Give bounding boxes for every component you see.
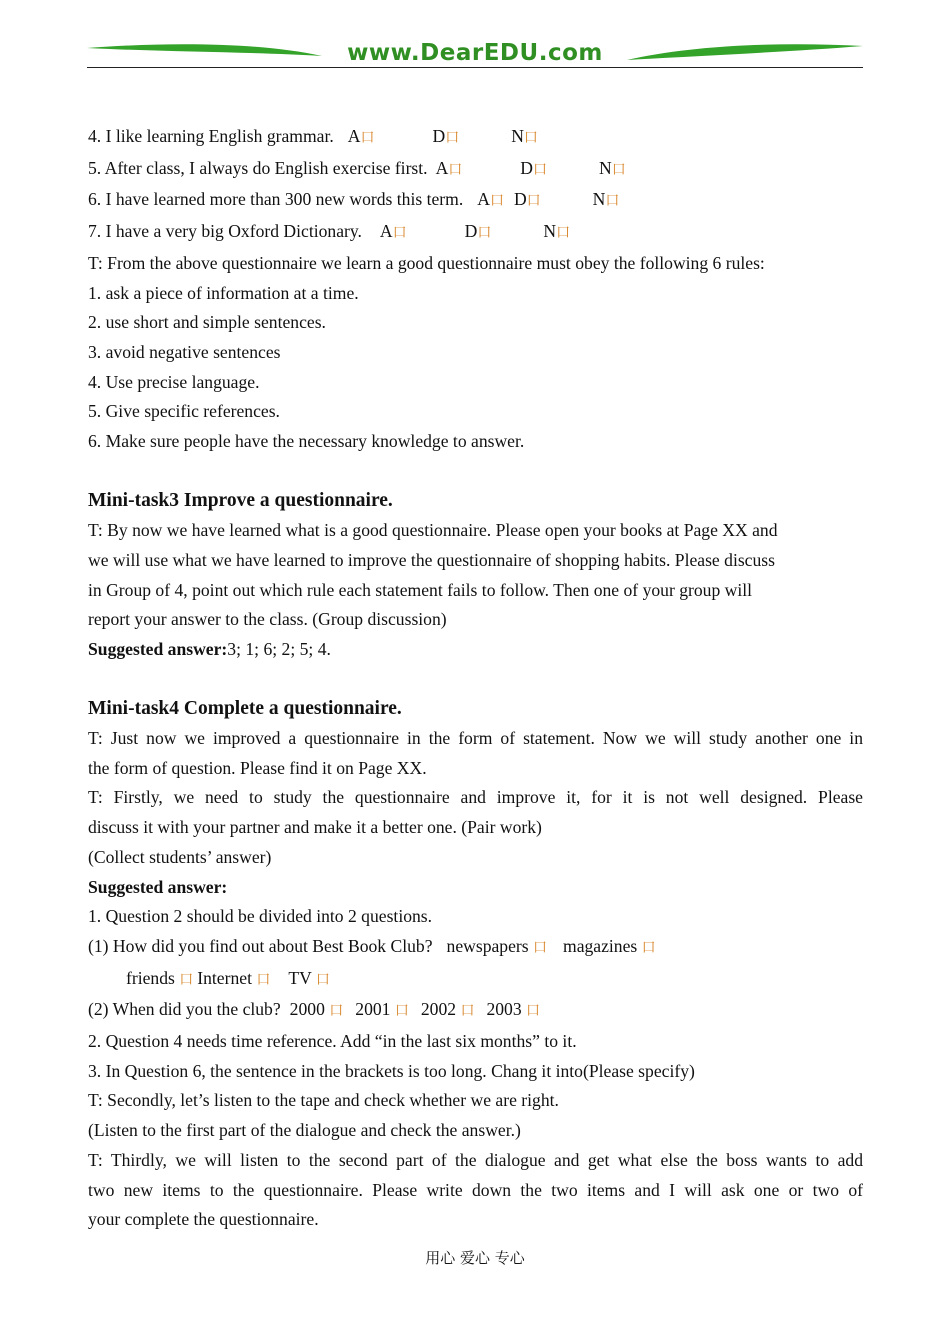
option [593,185,620,217]
option-label: D [432,126,446,146]
option [477,185,504,217]
task4-paragraph-line: discuss it with your partner and make it a better one. (Pair work) [88,817,542,838]
option-label: magazines [563,935,642,956]
option [290,995,344,1027]
question-text: (2) When did you the club? [88,999,281,1020]
questionnaire-item [88,122,863,154]
option [421,995,475,1027]
checkbox-icon: 口 [556,225,571,242]
checkbox-icon: 口 [605,193,620,210]
option-label: N [543,221,557,242]
option [355,995,409,1027]
answer-label: Suggested answer: [88,876,228,897]
answer-item: 3. In Question 6, the sentence in the brackets is too long. Chang it into(Please specify) [88,1060,695,1081]
task3-heading: Mini-task3 Improve a questionnaire. [88,490,393,512]
option-label: Internet [197,967,257,988]
question-2 [88,995,863,1027]
checkbox-icon: 口 [360,130,375,146]
questionnaire-items [88,122,863,249]
question-1-options [88,964,863,996]
option-label: 2003 [486,999,527,1020]
checkbox-icon: 口 [445,130,460,146]
listen-note: (Listen to the first part of the dialogue and check the answer.) [88,1120,521,1141]
document-body [88,122,863,1235]
rules-intro: T: From the above questionnaire we learn a good questionnaire must obey the following 6 rules: [88,252,765,273]
rule-item: 6. Make sure people have the necessary knowledge to answer. [88,431,525,452]
statement-text: 6. I have learned more than 300 new words this term. [88,189,464,210]
questionnaire-item [88,217,863,249]
checkbox-icon: 口 [256,971,271,988]
checkbox-icon: 口 [179,971,194,988]
option [514,185,541,217]
option-label: A [477,189,490,210]
task4-paragraph-line: your complete the questionnaire. [88,1209,319,1230]
header-divider [87,67,863,68]
option [563,932,656,964]
option-label: 2002 [420,999,461,1020]
option-label: newspapers [446,935,534,956]
question-1 [88,932,863,964]
checkbox-icon: 口 [641,939,656,956]
answer-label: Suggested answer: [88,638,228,659]
task4-paragraph-line: T: Firstly, we need to study the questionnaire and improve it, for it is not well designed. Please [88,787,863,808]
site-logo-text[interactable]: www.DearEDU.com [347,40,603,66]
checkbox-icon: 口 [392,225,407,242]
option [348,122,375,154]
statement-text: 4. I like learning English grammar. [88,126,334,146]
checkbox-icon: 口 [533,939,548,956]
task3-line: we will use what we have learned to improve the questionnaire of shopping habits. Please discuss [88,549,775,570]
task4-paragraph-line: two new items to the questionnaire. Please write down the two items and I will ask one or two of [88,1179,863,1200]
checkbox-icon: 口 [460,1003,475,1020]
task3-line: T: By now we have learned what is a good questionnaire. Please open your books at Page XX and [88,520,778,541]
rule-item: 2. use short and simple sentences. [88,312,326,333]
task3-line: report your answer to the class. (Group discussion) [88,609,447,630]
option-label: TV [288,967,316,988]
option-label: D [464,221,478,242]
option [511,122,538,154]
questionnaire-item [88,154,863,186]
rule-item: 3. avoid negative sentences [88,341,281,362]
checkbox-icon: 口 [533,161,548,178]
option [432,122,459,154]
checkbox-icon: 口 [448,161,463,178]
option-label: D [520,157,534,178]
option-label: N [592,189,606,210]
task4-heading: Mini-task4 Complete a questionnaire. [88,698,402,720]
option-label: friends [126,967,180,988]
option-label: A [435,157,449,178]
checkbox-icon: 口 [489,193,504,210]
answer-text: 3; 1; 6; 2; 5; 4. [227,638,331,659]
option-label: 2000 [289,999,330,1020]
option [543,217,570,249]
statement-text: 5. After class, I always do English exercise first. [88,157,428,178]
option [599,154,626,186]
checkbox-icon: 口 [523,130,538,146]
rule-item: 4. Use precise language. [88,371,260,392]
task4-step: T: Secondly, let’s listen to the tape and check whether we are right. [88,1090,559,1111]
option-label: A [379,221,393,242]
option [126,964,193,996]
checkbox-icon: 口 [526,1003,541,1020]
checkbox-icon: 口 [315,971,330,988]
rules-list [88,279,863,457]
task3-line: in Group of 4, point out which rule each statement fails to follow. Then one of your group will [88,579,753,600]
option [288,964,330,996]
option [197,964,270,996]
answer-item: 1. Question 2 should be divided into 2 questions. [88,906,433,927]
option-label: D [513,189,527,210]
rule-item: 5. Give specific references. [88,401,280,422]
option [447,932,547,964]
rule-item: 1. ask a piece of information at a time. [88,282,359,303]
question-text: (1) How did you find out about Best Book Club? [88,935,433,956]
site-header [87,38,863,70]
checkbox-icon: 口 [329,1003,344,1020]
task4-paragraph-line: T: Just now we improved a questionnaire in the form of statement. Now we will study another one in [88,728,863,749]
option-label: A [347,126,361,146]
statement-text: 7. I have a very big Oxford Dictionary. [88,221,362,242]
checkbox-icon: 口 [611,161,626,178]
checkbox-icon: 口 [394,1003,409,1020]
task4-paragraph-line: the form of question. Please find it on Page XX. [88,757,427,778]
checkbox-icon: 口 [526,193,541,210]
option-label: N [599,157,612,178]
task3-answer [88,635,863,665]
option [520,154,547,186]
option [436,154,463,186]
option-label: 2001 [355,999,395,1020]
answer-item: 2. Question 4 needs time reference. Add “in the last six months” to it. [88,1031,577,1052]
task4-paragraph-line: T: Thirdly, we will listen to the second part of the dialogue and get what else the boss wants to add [88,1149,863,1170]
page-footer: 用心 爱心 专心 [425,1249,525,1267]
questionnaire-item [88,185,863,217]
collect-note: (Collect students’ answer) [88,846,272,867]
option-label: N [511,126,524,146]
checkbox-icon: 口 [477,225,492,242]
option [486,995,540,1027]
option [465,217,492,249]
option [380,217,407,249]
